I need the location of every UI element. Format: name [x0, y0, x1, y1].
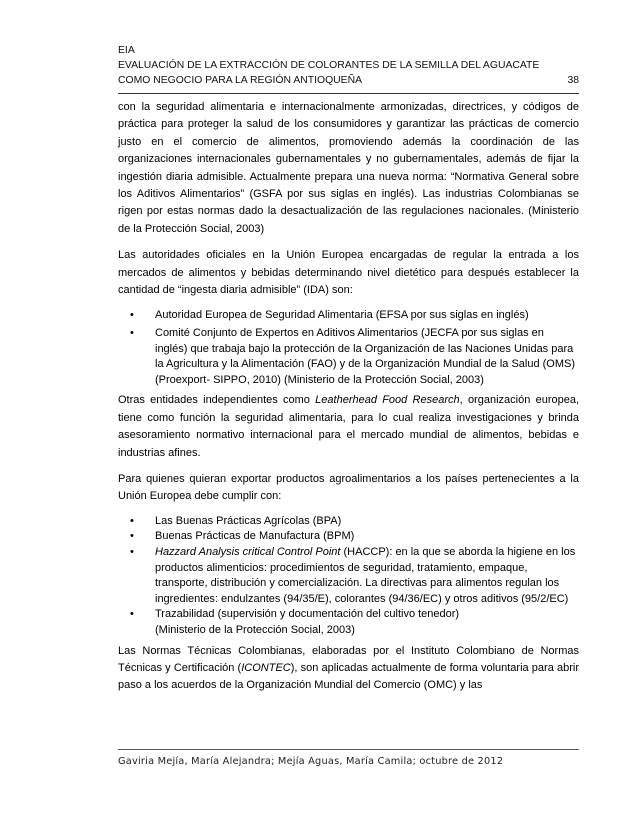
paragraph — [118, 643, 579, 695]
bullet-icon: • — [130, 309, 134, 322]
header-title-line2: COMO NEGOCIO PARA LA REGIÓN ANTIOQUEÑA — [118, 75, 363, 86]
list-item — [118, 529, 579, 545]
list-item — [118, 308, 579, 324]
header-title-row — [118, 73, 579, 88]
list-item-text: Las Buenas Prácticas Agrícolas (BPA) — [155, 514, 342, 527]
list-item — [118, 514, 579, 530]
list-item — [118, 326, 579, 388]
header-title-line1: EVALUACIÓN DE LA EXTRACCIÓN DE COLORANTES DE LA SEMILLA DEL AGUACATE — [118, 60, 540, 71]
list-item-text: Trazabilidad (supervisión y documentación del cultivo tenedor) — [155, 608, 460, 621]
page-footer: Gaviria Mejía, María Alejandra; Mejía Aguas, María Camila; octubre de 2012 — [118, 756, 504, 767]
header-divider — [118, 93, 579, 94]
bullet-icon: • — [130, 608, 134, 621]
paragraph: con la seguridad alimentaria e internacionalmente armonizadas, directrices, y códigos de práctica para proteger la salud de los consumidores y garantizar las prácticas de comercio justo en el comercio de alimentos, promoviendo además la coordinación de las organizaciones internacionales gubernamentales y no gubernamentales, además de fijar la ingestión diaria admisible. Actualmente prepara una nueva norma: “Normativa General sobre los Aditivos Alimentarios” (GSFA por sus siglas en inglés). Las industrias Colombianas se rigen por estas normas dado la desactualización de las regulaciones nacionales. (Ministerio de la Protección Social, 2003) — [118, 101, 579, 235]
list-item-text: (HACCP): en la que se aborda la higiene en los productos alimenticios: procedimientos de seguridad, tratamiento, empaque, transporte, distribución y comercialización. La directivas para alimentos regulan los ingredientes: endulzantes (94/35/E), colorantes (94/36/EC) y otros aditivos (95/2/EC) — [155, 546, 576, 605]
haccp-term: Hazzard Analysis critical Control Point — [155, 546, 341, 559]
list-item — [118, 545, 579, 607]
bullet-list-requirements — [118, 514, 579, 639]
organization-acronym: ICONTEC — [241, 662, 291, 675]
citation: (Ministerio de la Protección Social, 2003) — [155, 624, 355, 637]
paragraph-text: , organización europea, tiene como función la seguridad alimentaria, para lo cual realiza investigaciones y brinda asesoramiento normativo internacional para el mercado mundial de alimentos, bebidas e industrias afines. — [118, 394, 580, 459]
paragraph: Para quienes quieran exportar productos agroalimentarios a los países pertenecientes a la Unión Europea debe cumplir con: — [118, 473, 579, 503]
paragraph: Las autoridades oficiales en la Unión Europea encargadas de regular la entrada a los mercados de alimentos y bebidas determinando nivel dietético para después establecer la cantidad de “ingesta diaria admisible” (IDA) son: — [118, 249, 579, 297]
header-institution: EIA — [118, 45, 135, 56]
bullet-icon: • — [130, 327, 134, 340]
paragraph — [118, 392, 579, 462]
list-item-text: Comité Conjunto de Expertos en Aditivos Alimentarios (JECFA por sus siglas en inglés) que trabaja bajo la protección de la Organización de las Naciones Unidas para la Agricultura y la Alimentación (FAO) y de la Organización Mundial de la Salud (OMS) (Proexport- SIPPO, 2010) (Ministerio de la Protección Social, 2003) — [155, 327, 576, 386]
organization-name: Leatherhead Food Research — [315, 394, 460, 407]
paragraph-text: ), son aplicadas actualmente de forma voluntaria para abrir paso a los acuerdos de la Organización Mundial del Comercio (OMC) y las — [118, 662, 580, 692]
bullet-icon: • — [130, 530, 134, 543]
list-item — [118, 607, 579, 638]
paragraph-text: Otras entidades independientes como — [118, 394, 316, 407]
bullet-icon: • — [130, 514, 134, 527]
bullet-icon: • — [130, 546, 134, 559]
document-body — [118, 99, 579, 704]
bullet-list-authorities — [118, 308, 579, 388]
list-item-text: Autoridad Europea de Seguridad Alimentaria (EFSA por sus siglas en inglés) — [155, 309, 529, 322]
paragraph-text: Las Normas Técnicas Colombianas, elaboradas por el Instituto Colombiano de Normas Técnicas y Certificación ( — [118, 644, 579, 675]
list-item-text: Buenas Prácticas de Manufactura (BPM) — [155, 530, 355, 543]
footer-divider — [118, 749, 579, 750]
page-number: 38 — [567, 75, 579, 86]
running-header — [118, 43, 579, 88]
